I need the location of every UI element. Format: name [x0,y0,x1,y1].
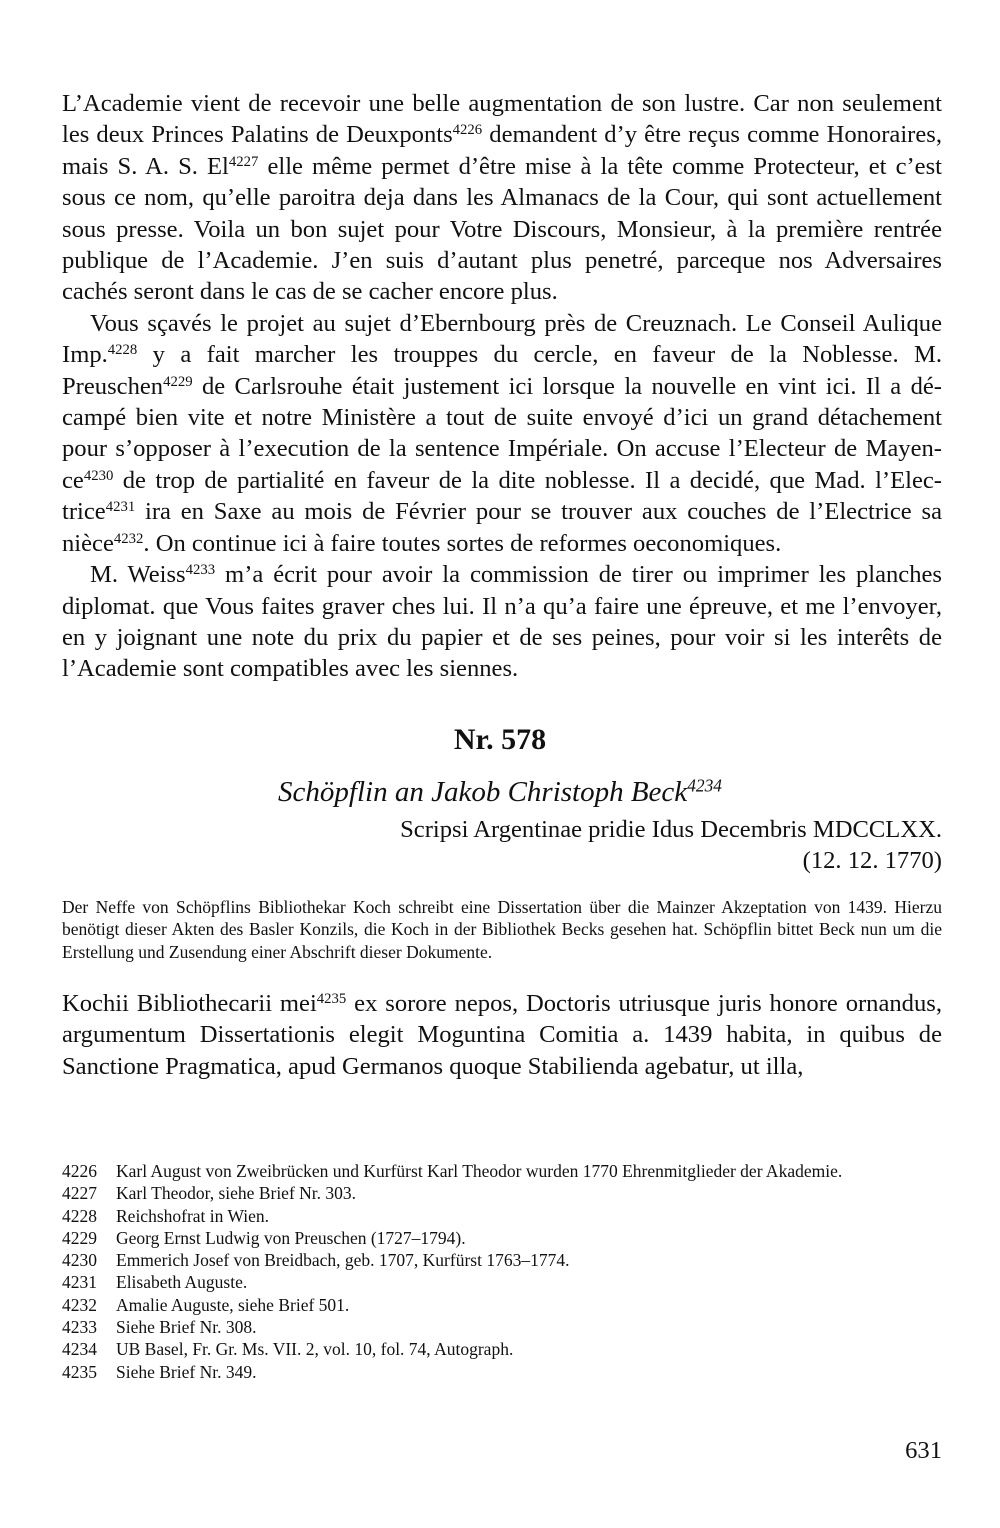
text-run: de trop de partialité en faveur de la dite noblesse. Il a decidé, que Mad. l’Electrice [62,466,942,526]
letter-dateline [242,814,942,876]
footnote [62,1205,942,1227]
footnote-reference: 4232 [113,530,144,547]
footnote [62,1249,942,1271]
text-run: de Carlsrouhe était justement ici lorsque la nouvelle en vint ici. Il a décampé bien vite et notre Ministère a tout de suite envoyé d’ici un grand détachement pour s’opposer à l’execution de la sentence Impériale. On accuse l’Electeur de Mayence [62,372,942,494]
previous-letter-continuation [62,88,942,685]
footnote-text: Georg Ernst Ludwig von Preuschen (1727–1794). [116,1227,466,1248]
footnote [62,1338,942,1360]
text-run: ira en Saxe au mois de Février pour se trouver aux couches de l’Electrice sa nièce [62,498,942,557]
footnote-number: 4233 [62,1317,97,1338]
footnote-text: Karl August von Zweibrücken und Kurfürst Karl Theodor wurden 1770 Ehrenmitglieder der Akademie. [116,1161,843,1181]
footnote-text: Emmerich Josef von Breidbach, geb. 1707, Kurfürst 1763–1774. [116,1250,570,1271]
footnote-number: 4226 [62,1161,97,1181]
text-run: demandent d’y être reçus comme Honoraires, mais S. A. S. El [62,121,942,180]
footnote-text: Karl Theodor, siehe Brief Nr. 303. [116,1183,357,1204]
letter-title [0,774,1000,810]
letter-body-paragraph [62,988,942,1082]
dateline-latin: Scripsi Argentinae pridie Idus Decembris MDCCLXX. [400,816,942,843]
footnote-reference: 4235 [316,990,347,1007]
footnote-number: 4228 [62,1205,97,1226]
text-run: m’a écrit pour avoir la commission de tirer ou imprimer les planches diplomat. que Vous faites graver ches lui. Il n’a qu’a faire une épreuve, et me l’envoyer, en y joignant une note du prix du papier et de ses peines, pour voir si les interêts de l’Academie sont compatibles avec les siennes. [62,561,943,683]
footnote-reference: 4227 [228,153,259,170]
footnote-reference: 4231 [105,499,136,516]
footnote-number: 4232 [62,1294,97,1315]
footnote-number: 4229 [62,1227,97,1248]
text-run: M. Weiss [90,561,186,589]
letter-body [62,988,942,1082]
text-run: L’Academie vient de recevoir une belle augmentation de son lustre. Car non seulement les deux Princes Palatins de Deuxponts [62,90,942,149]
paragraph [62,308,942,559]
letter-title-text: Schöpflin an Jakob Christoph Beck [278,776,688,808]
dateline-date: (12. 12. 1770) [802,847,942,874]
footnote-number: 4235 [62,1361,97,1382]
text-run: y a fait marcher les trouppes du cercle, en faveur de la Noblesse. M. Preuschen [62,341,942,400]
footnotes [62,1160,942,1383]
footnote [62,1227,942,1249]
text-run: Vous sçavés le projet au sujet d’Ebernbourg près de Creuznach. Le Conseil Aulique Imp. [62,309,942,369]
footnote [62,1160,942,1182]
footnote [62,1294,942,1316]
letter-abstract: Der Neffe von Schöpflins Bibliothekar Koch schreibt eine Dissertation über die Mainzer Akzeptation von 1439. Hierzu benötigt dieser Akten des Basler Konzils, die Koch in der Bibliothek Becks gesehen hat. Schöpflin bittet Beck nun um die Erstellung und Zusendung einer Abschrift dieser Dokumente. [62,897,942,962]
footnote [62,1361,942,1383]
footnote-number: 4230 [62,1250,97,1271]
footnote-reference: 4233 [185,561,216,578]
page-number: 631 [905,1437,942,1464]
footnote [62,1182,942,1204]
footnote-reference: 4228 [107,342,138,359]
footnote-text: Amalie Auguste, siehe Brief 501. [116,1294,350,1315]
footnote [62,1316,942,1338]
footnote [62,1271,942,1293]
footnote-reference: 4234 [687,775,722,796]
footnote-reference: 4230 [83,467,114,484]
footnote-text: Reichshofrat in Wien. [116,1205,270,1226]
paragraph [62,88,942,308]
footnote-text: Siehe Brief Nr. 308. [116,1317,257,1338]
text-run: ex sorore nepos, Doctoris utriusque juris honore ornandus, argumentum Dissertationis elegit Moguntina Comitia a. 1439 habita, in quibus de Sanctione Pragmatica, apud Germanos quoque Stabilienda agebatur, ut illa, [62,990,942,1080]
footnote-text: UB Basel, Fr. Gr. Ms. VII. 2, vol. 10, fol. 74, Autograph. [116,1339,514,1360]
text-run: . On continue ici à faire toutes sortes de reformes oeconomiques. [143,529,782,557]
footnote-number: 4231 [62,1272,97,1293]
footnote-reference: 4229 [163,373,193,390]
paragraph [62,559,942,685]
letter-number: Nr. 578 [453,723,547,756]
footnote-text: Elisabeth Auguste. [116,1272,248,1293]
footnote-number: 4227 [62,1183,97,1204]
footnote-number: 4234 [62,1339,97,1360]
footnote-text: Siehe Brief Nr. 349. [116,1361,257,1382]
text-run: elle même permet d’être mise à la tête comme Protecteur, et c’est sous ce nom, qu’elle paroitra deja dans les Almanacs de la Cour, qui sont actuellement sous presse. Voila un bon sujet pour Votre Discours, Monsieur, à la première rentrée publique de l’Academie. J’en suis d’autant plus penetré, parceque nos Adversaires cachés seront dans le cas de se cacher encore plus. [62,152,942,306]
text-run: Kochii Bibliothecarii mei [62,990,317,1017]
footnote-reference: 4226 [452,122,483,139]
